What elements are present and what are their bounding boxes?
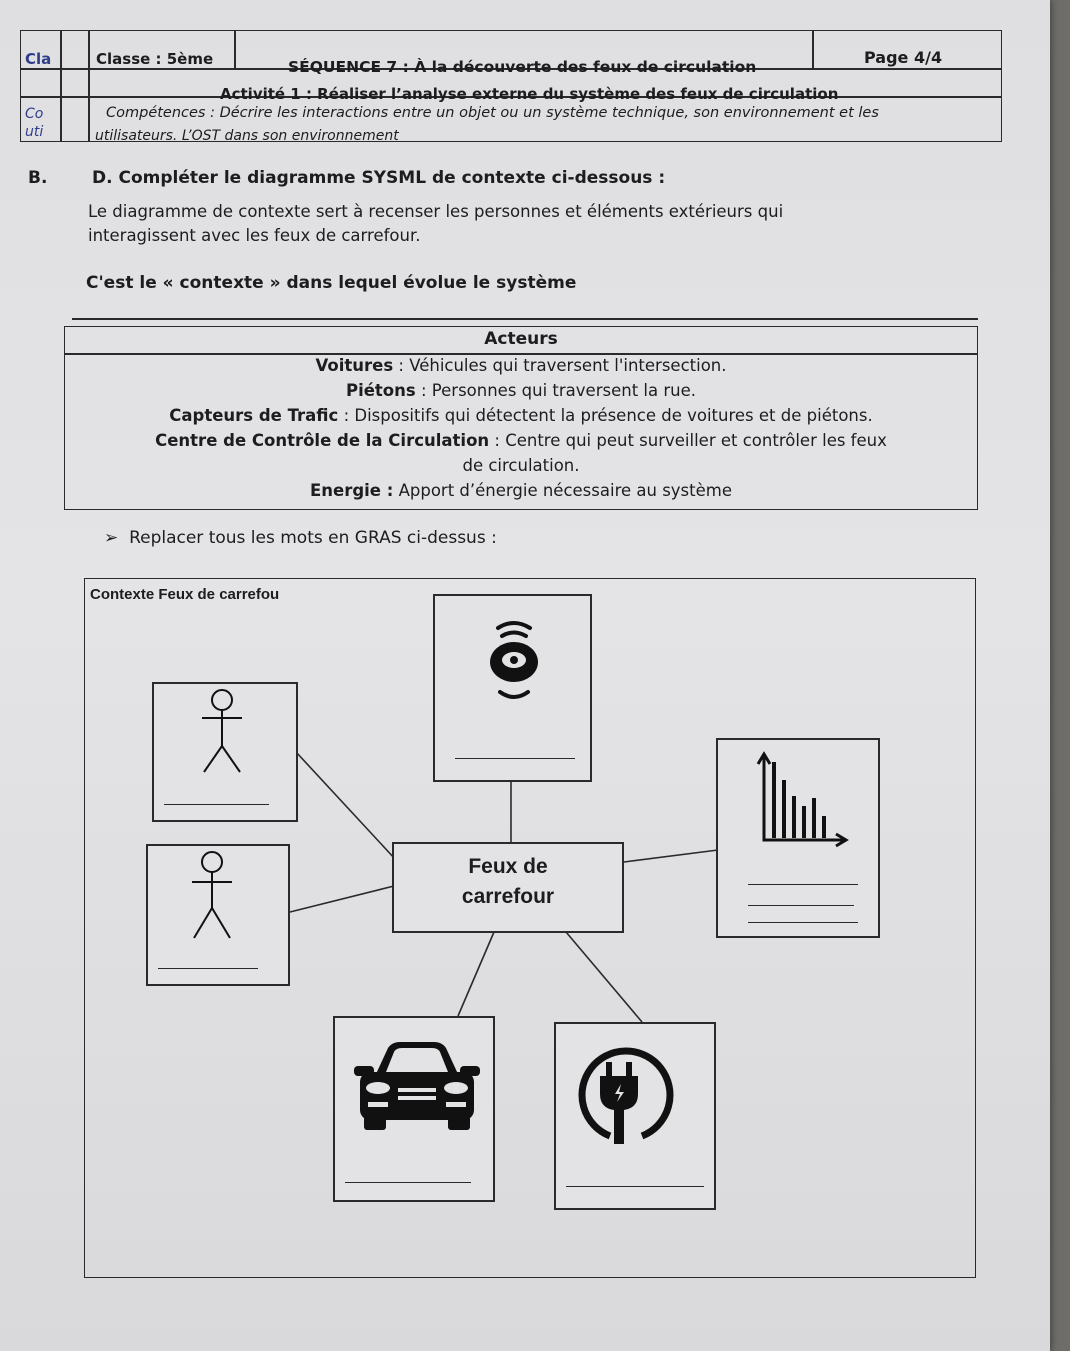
actor-row: Piétons : Personnes qui traversent la rue. [345, 381, 696, 400]
answer-blank[interactable] [164, 804, 269, 805]
sensor-icon [480, 610, 550, 720]
answer-blank[interactable] [566, 1186, 704, 1187]
answer-blank[interactable] [455, 758, 575, 759]
answer-blank[interactable] [748, 922, 858, 923]
connector-line [290, 886, 394, 912]
header-cut-text: Co [25, 106, 44, 122]
sequence-title: SÉQUENCE 7 : À la découverte des feux de circulation [288, 58, 757, 76]
actor-row: Energie : Apport d’énergie nécessaire au système [309, 481, 732, 500]
diagram-title: Contexte Feux de carrefou [90, 586, 280, 603]
chart-icon [752, 750, 852, 850]
person-icon [182, 850, 242, 940]
competences-line: Compétences : Décrire les interactions entre un objet ou un système technique, son environnement et les [106, 105, 879, 121]
actor-row: Capteurs de Trafic : Dispositifs qui détectent la présence de voitures et de piétons. [169, 406, 873, 425]
class-label: Classe : 5ème [96, 50, 214, 68]
actor-row: de circulation. [462, 456, 580, 475]
power-plug-icon [570, 1036, 690, 1156]
competences-line: utilisateurs. L’OST dans son environnement [95, 128, 399, 144]
system-box-feux-de-carrefour [392, 842, 624, 933]
actor-row: Centre de Contrôle de la Circulation : Centre qui peut surveiller et contrôler les feux [155, 431, 887, 450]
header-cut-text: uti [25, 124, 44, 140]
instruction: ➢ Replacer tous les mots en GRAS ci-dessus : [104, 528, 497, 548]
context-sentence: C'est le « contexte » dans lequel évolue le système [86, 273, 577, 293]
answer-blank[interactable] [345, 1182, 471, 1183]
connector-line [296, 752, 396, 860]
system-label-line: carrefour [461, 885, 555, 908]
actors-table-title: Acteurs [484, 329, 558, 349]
system-label-line: Feux de [468, 855, 548, 878]
answer-blank[interactable] [748, 905, 854, 906]
person-icon [192, 688, 252, 778]
activity-title: Activité 1 : Réaliser l’analyse externe du système des feux de circulation [220, 85, 839, 103]
section-letter: B. [28, 168, 48, 188]
bullet-arrow-icon: ➢ [104, 528, 130, 548]
connector-line [458, 932, 494, 1016]
connector-line [624, 850, 718, 862]
car-icon [354, 1036, 478, 1136]
header-cut-text: Cla [25, 50, 52, 68]
actor-row: Voitures : Véhicules qui traversent l'intersection. [315, 356, 727, 375]
answer-blank[interactable] [158, 968, 258, 969]
intro-line: interagissent avec les feux de carrefour. [88, 226, 421, 245]
connector-line [566, 932, 642, 1022]
intro-line: Le diagramme de contexte sert à recenser les personnes et éléments extérieurs qui [88, 202, 784, 221]
section-title: D. Compléter le diagramme SYSML de contexte ci-dessous : [92, 168, 666, 188]
answer-blank[interactable] [748, 884, 858, 885]
page-number: Page 4/4 [864, 48, 943, 67]
